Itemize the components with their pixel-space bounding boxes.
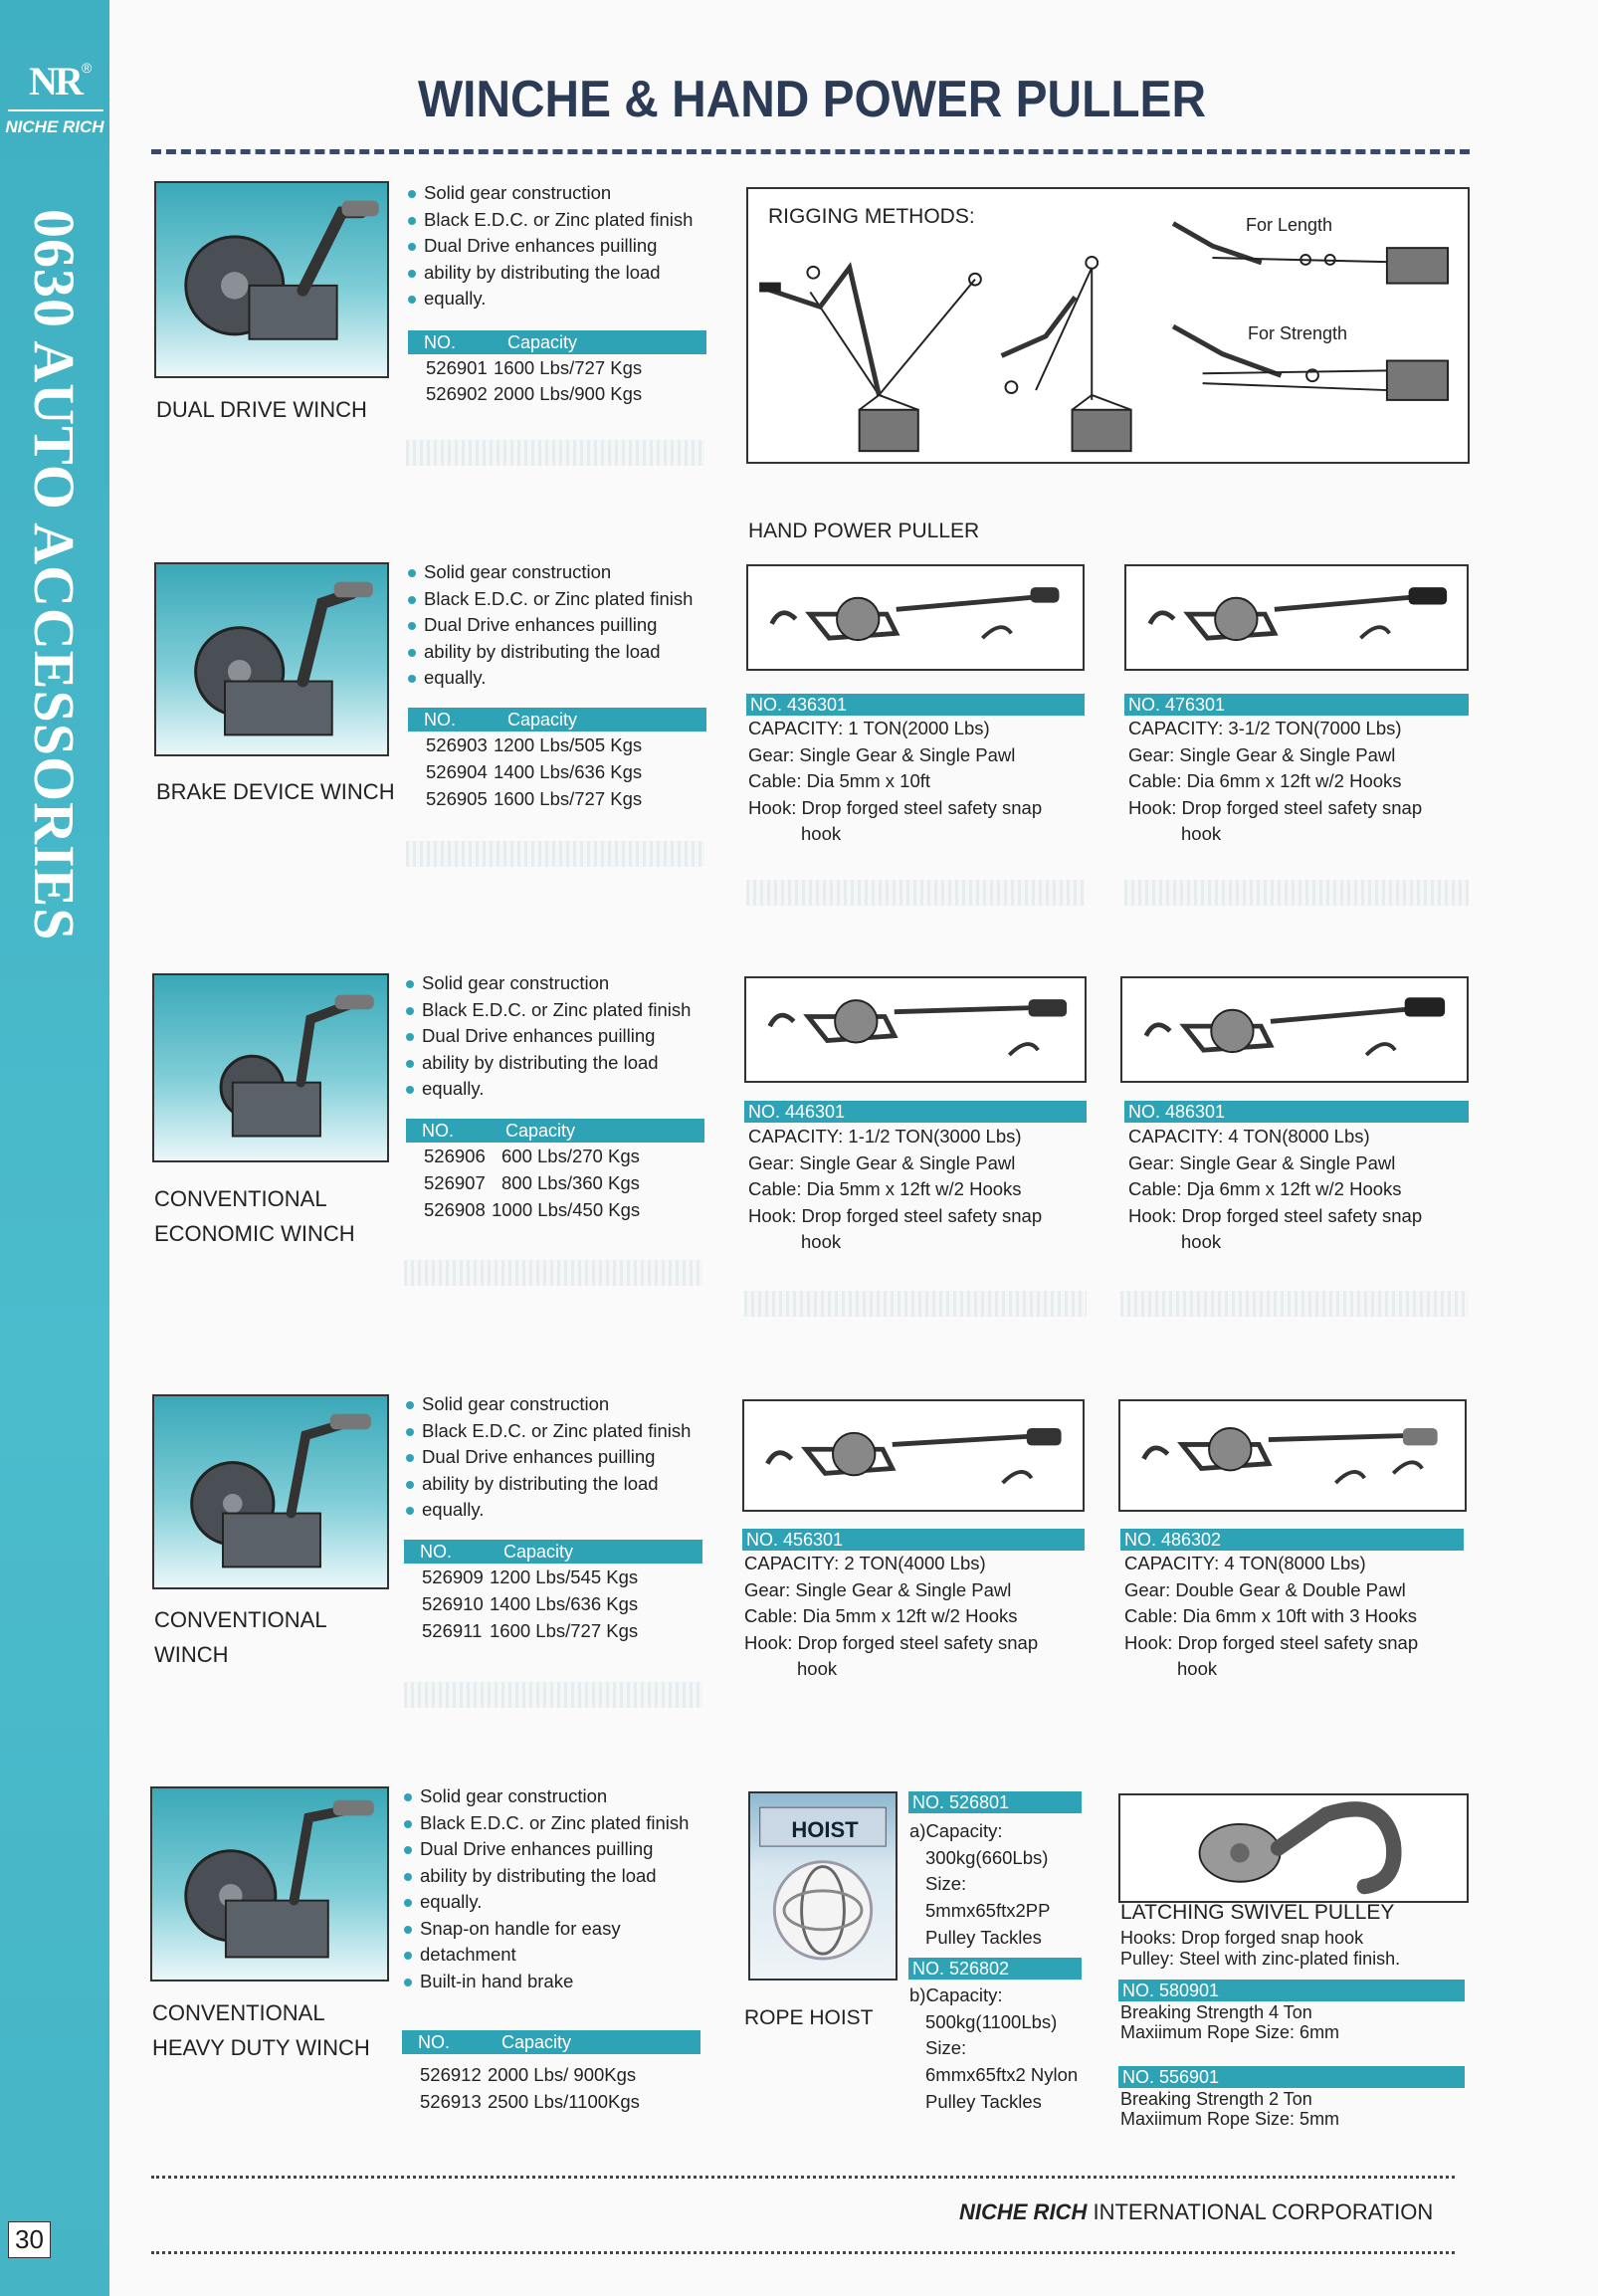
table-row [404, 1591, 638, 1618]
spec-line: Hook: Drop forged steel safety snap [1124, 1631, 1419, 1653]
feature-item: ability by distributing the load [406, 639, 724, 666]
spec-line: CAPACITY: 1 TON(2000 Lbs) [748, 718, 990, 738]
table-row [406, 1197, 640, 1224]
table-row [408, 732, 642, 759]
feature-item: equally. [404, 1497, 722, 1524]
puller-photo [744, 976, 1087, 1083]
capacity-value: 1600 Lbs/727 Kgs [494, 357, 643, 378]
conventional-winch-photo [152, 1394, 389, 1589]
capacity-value: 600 Lbs/270 Kgs [501, 1146, 640, 1166]
capacity-table-header [408, 708, 706, 731]
footer-divider-bottom [151, 2251, 1455, 2254]
spec-line: Maxiimum Rope Size: 6mm [1120, 2022, 1340, 2042]
spec-line: Size: [925, 2037, 967, 2059]
spec-line: Hook: Drop forged steel safety snap [1128, 796, 1423, 818]
spec-line: Gear: Single Gear & Single Pawl [744, 1578, 1012, 1600]
spec-line: 6mmx65ftx2 Nylon [925, 2064, 1079, 2086]
capacity-value: 1200 Lbs/505 Kgs [494, 734, 643, 755]
spec-line: Hook: Drop forged steel safety snap [1128, 1204, 1423, 1226]
part-number: 526905 [426, 788, 488, 809]
feature-item: ability by distributing the load [404, 1050, 722, 1077]
part-number: 526909 [422, 1566, 484, 1587]
table-row [404, 1565, 638, 1591]
feature-item: ability by distributing the load [404, 1471, 722, 1498]
economic-winch-photo [152, 973, 389, 1162]
pulley-number: NO. 556901 [1118, 2066, 1465, 2088]
table-row [406, 1170, 640, 1197]
no-column-header: NO. [424, 710, 457, 730]
spec-line: Hook: Drop forged steel safety snap [748, 796, 1043, 818]
rope-hoist-a-number: NO. 526801 [908, 1791, 1082, 1813]
dual-drive-winch-photo [154, 181, 389, 378]
puller-photo [742, 1399, 1085, 1512]
capacity-value: 1600 Lbs/727 Kgs [490, 1620, 639, 1641]
table-row [408, 381, 642, 408]
capacity-column-header: Capacity [507, 332, 578, 352]
feature-item: equally. [406, 286, 724, 313]
spec-line: Gear: Double Gear & Double Pawl [1124, 1578, 1406, 1600]
capacity-value: 2000 Lbs/ 900Kgs [488, 2064, 637, 2085]
capacity-value: 1600 Lbs/727 Kgs [494, 788, 643, 809]
winch-name: DUAL DRIVE WINCH [156, 397, 367, 422]
winch-name: ECONOMIC WINCH [154, 1221, 355, 1246]
feature-item: Solid gear construction [404, 970, 722, 997]
capacity-value: 2000 Lbs/900 Kgs [494, 383, 643, 404]
spec-line: 5mmx65ftx2PP [925, 1900, 1051, 1922]
winch-name: CONVENTIONAL [154, 1607, 327, 1632]
scan-artifact [744, 1291, 1087, 1317]
section-title: 0630 AUTO ACCESSORIES [22, 209, 87, 941]
winch-name: HEAVY DUTY WINCH [152, 2035, 370, 2060]
feature-item: Black E.D.C. or Zinc plated finish [404, 997, 722, 1024]
pulley-specs [1120, 2089, 1339, 2129]
table-row [404, 1618, 638, 1645]
part-number: 526904 [426, 761, 488, 782]
spec-line: Hooks: Drop forged snap hook [1120, 1928, 1364, 1948]
feature-item: Dual Drive enhances puilling [404, 1444, 722, 1471]
footer-brand: NICHE RICH [959, 2199, 1088, 2224]
rope-hoist-photo [748, 1791, 898, 1981]
puller-specs [1128, 1124, 1422, 1256]
capacity-table-header [408, 330, 706, 354]
puller-number: NO. 446301 [744, 1101, 1087, 1123]
spec-line: Size: [925, 1873, 967, 1895]
feature-item: equally. [402, 1889, 720, 1916]
feature-list [404, 970, 722, 1103]
winch-name: BRAkE DEVICE WINCH [156, 779, 395, 804]
puller-number: NO. 486302 [1120, 1529, 1464, 1551]
rope-hoist-b-number: NO. 526802 [908, 1958, 1082, 1980]
feature-item: Solid gear construction [404, 1391, 722, 1418]
table-row [406, 1144, 640, 1170]
latching-pulley-photo [1118, 1793, 1469, 1903]
feature-item: equally. [406, 665, 724, 692]
sidebar [0, 0, 109, 2296]
feature-item: Dual Drive enhances puilling [404, 1023, 722, 1050]
part-number: 526908 [424, 1199, 486, 1220]
spec-line: Cable: Dia 6mm x 12ft w/2 Hooks [1128, 770, 1402, 791]
part-number: 526913 [420, 2091, 482, 2112]
feature-item: ability by distributing the load [406, 260, 724, 287]
spec-line: hook [1177, 1658, 1218, 1679]
spec-line: Cable: Dia 5mm x 10ft [748, 770, 931, 791]
heavy-duty-winch-photo [150, 1786, 389, 1982]
hand-power-puller-heading: HAND POWER PULLER [748, 520, 980, 542]
winch-name: CONVENTIONAL [152, 2000, 325, 2025]
scan-artifact [746, 880, 1085, 906]
spec-line: CAPACITY: 4 TON(8000 Lbs) [1124, 1553, 1366, 1573]
spec-line: 300kg(660Lbs) [925, 1846, 1049, 1868]
no-column-header: NO. [422, 1121, 455, 1141]
table-row [402, 2089, 640, 2116]
spec-line: hook [1181, 823, 1222, 844]
puller-photo [746, 564, 1085, 671]
puller-number: NO. 486301 [1124, 1101, 1469, 1123]
no-column-header: NO. [418, 2032, 451, 2052]
scan-artifact [406, 841, 704, 867]
latching-pulley-specs [1120, 1928, 1400, 1970]
feature-item: Black E.D.C. or Zinc plated finish [402, 1810, 720, 1837]
part-number: 526911 [422, 1620, 483, 1641]
spec-line: Hook: Drop forged steel safety snap [748, 1204, 1043, 1226]
winch-name: WINCH [154, 1642, 229, 1667]
part-number: 526906 [424, 1146, 486, 1166]
rigging-length-label: For Length [1246, 215, 1333, 235]
puller-number: NO. 436301 [746, 694, 1085, 716]
winch-name: CONVENTIONAL [154, 1186, 327, 1211]
spec-line: hook [801, 823, 842, 844]
page-title: WINCHE & HAND POWER PULLER [418, 71, 1207, 128]
spec-line: CAPACITY: 2 TON(4000 Lbs) [744, 1553, 986, 1573]
feature-item: Dual Drive enhances puilling [406, 233, 724, 260]
feature-item: Snap-on handle for easy [402, 1916, 720, 1943]
no-column-header: NO. [424, 332, 457, 352]
spec-line: Cable: Dja 6mm x 12ft w/2 Hooks [1128, 1178, 1402, 1199]
page-number: 30 [8, 2221, 51, 2258]
puller-specs [744, 1551, 1038, 1683]
feature-item: ability by distributing the load [402, 1863, 720, 1890]
latching-pulley-title: LATCHING SWIVEL PULLEY [1120, 1901, 1395, 1924]
spec-line: Gear: Single Gear & Single Pawl [1128, 1151, 1396, 1173]
capacity-value: 1400 Lbs/636 Kgs [490, 1593, 639, 1614]
rope-hoist-label: ROPE HOIST [744, 2006, 874, 2029]
puller-specs [1124, 1551, 1418, 1683]
feature-list [404, 1391, 722, 1524]
scan-artifact [1124, 880, 1469, 906]
capacity-column-header: Capacity [501, 2032, 572, 2052]
capacity-value: 1000 Lbs/450 Kgs [492, 1199, 641, 1220]
capacity-table-header [402, 2030, 700, 2054]
spec-line: Pulley: Steel with zinc-plated finish. [1120, 1949, 1401, 1969]
footer-company [959, 2199, 1433, 2225]
scan-artifact [406, 440, 704, 466]
spec-line: Gear: Single Gear & Single Pawl [1128, 743, 1396, 765]
table-row [408, 786, 642, 813]
logo-divider [8, 109, 103, 111]
feature-item: Solid gear construction [406, 559, 724, 586]
feature-list [406, 180, 724, 313]
capacity-table-header [406, 1119, 704, 1143]
spec-line: Hook: Drop forged steel safety snap [744, 1631, 1039, 1653]
capacity-value: 800 Lbs/360 Kgs [501, 1172, 640, 1193]
feature-item: Dual Drive enhances puilling [406, 612, 724, 639]
spec-line: Pulley Tackles [925, 2090, 1042, 2112]
capacity-value: 2500 Lbs/1100Kgs [488, 2091, 640, 2112]
header-divider [151, 149, 1470, 154]
no-column-header: NO. [420, 1542, 453, 1562]
footer-company-rest: INTERNATIONAL CORPORATION [1087, 2199, 1434, 2224]
feature-item: Solid gear construction [402, 1783, 720, 1810]
brand-name: NICHE RICH [5, 117, 104, 136]
feature-list [406, 559, 724, 692]
spec-line: Pulley Tackles [925, 1926, 1042, 1948]
capacity-value: 1400 Lbs/636 Kgs [494, 761, 643, 782]
feature-item: detachment [402, 1942, 720, 1969]
part-number: 526902 [426, 383, 488, 404]
spec-line: CAPACITY: 3-1/2 TON(7000 Lbs) [1128, 718, 1402, 738]
rigging-strength-label: For Strength [1248, 323, 1348, 343]
puller-specs [748, 1124, 1042, 1256]
feature-item: Black E.D.C. or Zinc plated finish [404, 1418, 722, 1445]
spec-line: hook [1181, 1231, 1222, 1252]
spec-line: 500kg(1100Lbs) [925, 2010, 1058, 2032]
spec-line: b)Capacity: [909, 1984, 1003, 2005]
brand-logo: NR [29, 59, 81, 104]
rope-hoist-a-specs [909, 1818, 1050, 1952]
spec-line: CAPACITY: 1-1/2 TON(3000 Lbs) [748, 1126, 1022, 1147]
footer-divider-top [151, 2176, 1455, 2179]
spec-line: Cable: Dia 6mm x 10ft with 3 Hooks [1124, 1605, 1418, 1626]
spec-line: Breaking Strength 4 Ton [1120, 2002, 1312, 2022]
feature-item: Dual Drive enhances puilling [402, 1836, 720, 1863]
pulley-specs [1120, 2002, 1339, 2042]
puller-photo [1120, 976, 1469, 1083]
feature-item: Black E.D.C. or Zinc plated finish [406, 207, 724, 234]
puller-photo [1124, 564, 1469, 671]
rigging-title: RIGGING METHODS: [768, 205, 975, 228]
puller-photo [1118, 1399, 1467, 1512]
scan-artifact [404, 1260, 702, 1286]
puller-specs [1128, 716, 1422, 848]
part-number: 526910 [422, 1593, 484, 1614]
registered-mark: ® [82, 60, 93, 76]
spec-line: Maxiimum Rope Size: 5mm [1120, 2109, 1340, 2129]
spec-line: Cable: Dia 5mm x 12ft w/2 Hooks [748, 1178, 1022, 1199]
capacity-column-header: Capacity [505, 1121, 576, 1141]
rigging-methods-diagram [746, 187, 1470, 464]
spec-line: Cable: Dia 5mm x 12ft w/2 Hooks [744, 1605, 1018, 1626]
part-number: 526901 [426, 357, 488, 378]
spec-line: a)Capacity: [909, 1820, 1003, 1841]
puller-number: NO. 476301 [1124, 694, 1469, 716]
capacity-table-header [404, 1540, 702, 1564]
brake-device-winch-photo [154, 562, 389, 756]
spec-line: Breaking Strength 2 Ton [1120, 2089, 1312, 2109]
feature-item: Built-in hand brake [402, 1969, 720, 1995]
part-number: 526903 [426, 734, 488, 755]
capacity-column-header: Capacity [503, 1542, 574, 1562]
feature-item: Black E.D.C. or Zinc plated finish [406, 586, 724, 613]
spec-line: CAPACITY: 4 TON(8000 Lbs) [1128, 1126, 1370, 1147]
rope-hoist-b-specs [909, 1983, 1078, 2116]
part-number: 526912 [420, 2064, 482, 2085]
pulley-number: NO. 580901 [1118, 1980, 1465, 2001]
table-row [408, 355, 642, 382]
capacity-value: 1200 Lbs/545 Kgs [490, 1566, 639, 1587]
table-row [402, 2062, 636, 2089]
scan-artifact [1120, 1291, 1469, 1317]
part-number: 526907 [424, 1172, 486, 1193]
spec-line: Gear: Single Gear & Single Pawl [748, 743, 1016, 765]
puller-number: NO. 456301 [742, 1529, 1085, 1551]
table-row [408, 759, 642, 786]
spec-line: Gear: Single Gear & Single Pawl [748, 1151, 1016, 1173]
hoist-package-label: HOIST [791, 1817, 859, 1842]
puller-specs [748, 716, 1042, 848]
spec-line: hook [797, 1658, 838, 1679]
feature-list [402, 1783, 720, 1994]
spec-line: hook [801, 1231, 842, 1252]
feature-item: Solid gear construction [406, 180, 724, 207]
feature-item: equally. [404, 1076, 722, 1103]
scan-artifact [404, 1682, 702, 1708]
capacity-column-header: Capacity [507, 710, 578, 730]
